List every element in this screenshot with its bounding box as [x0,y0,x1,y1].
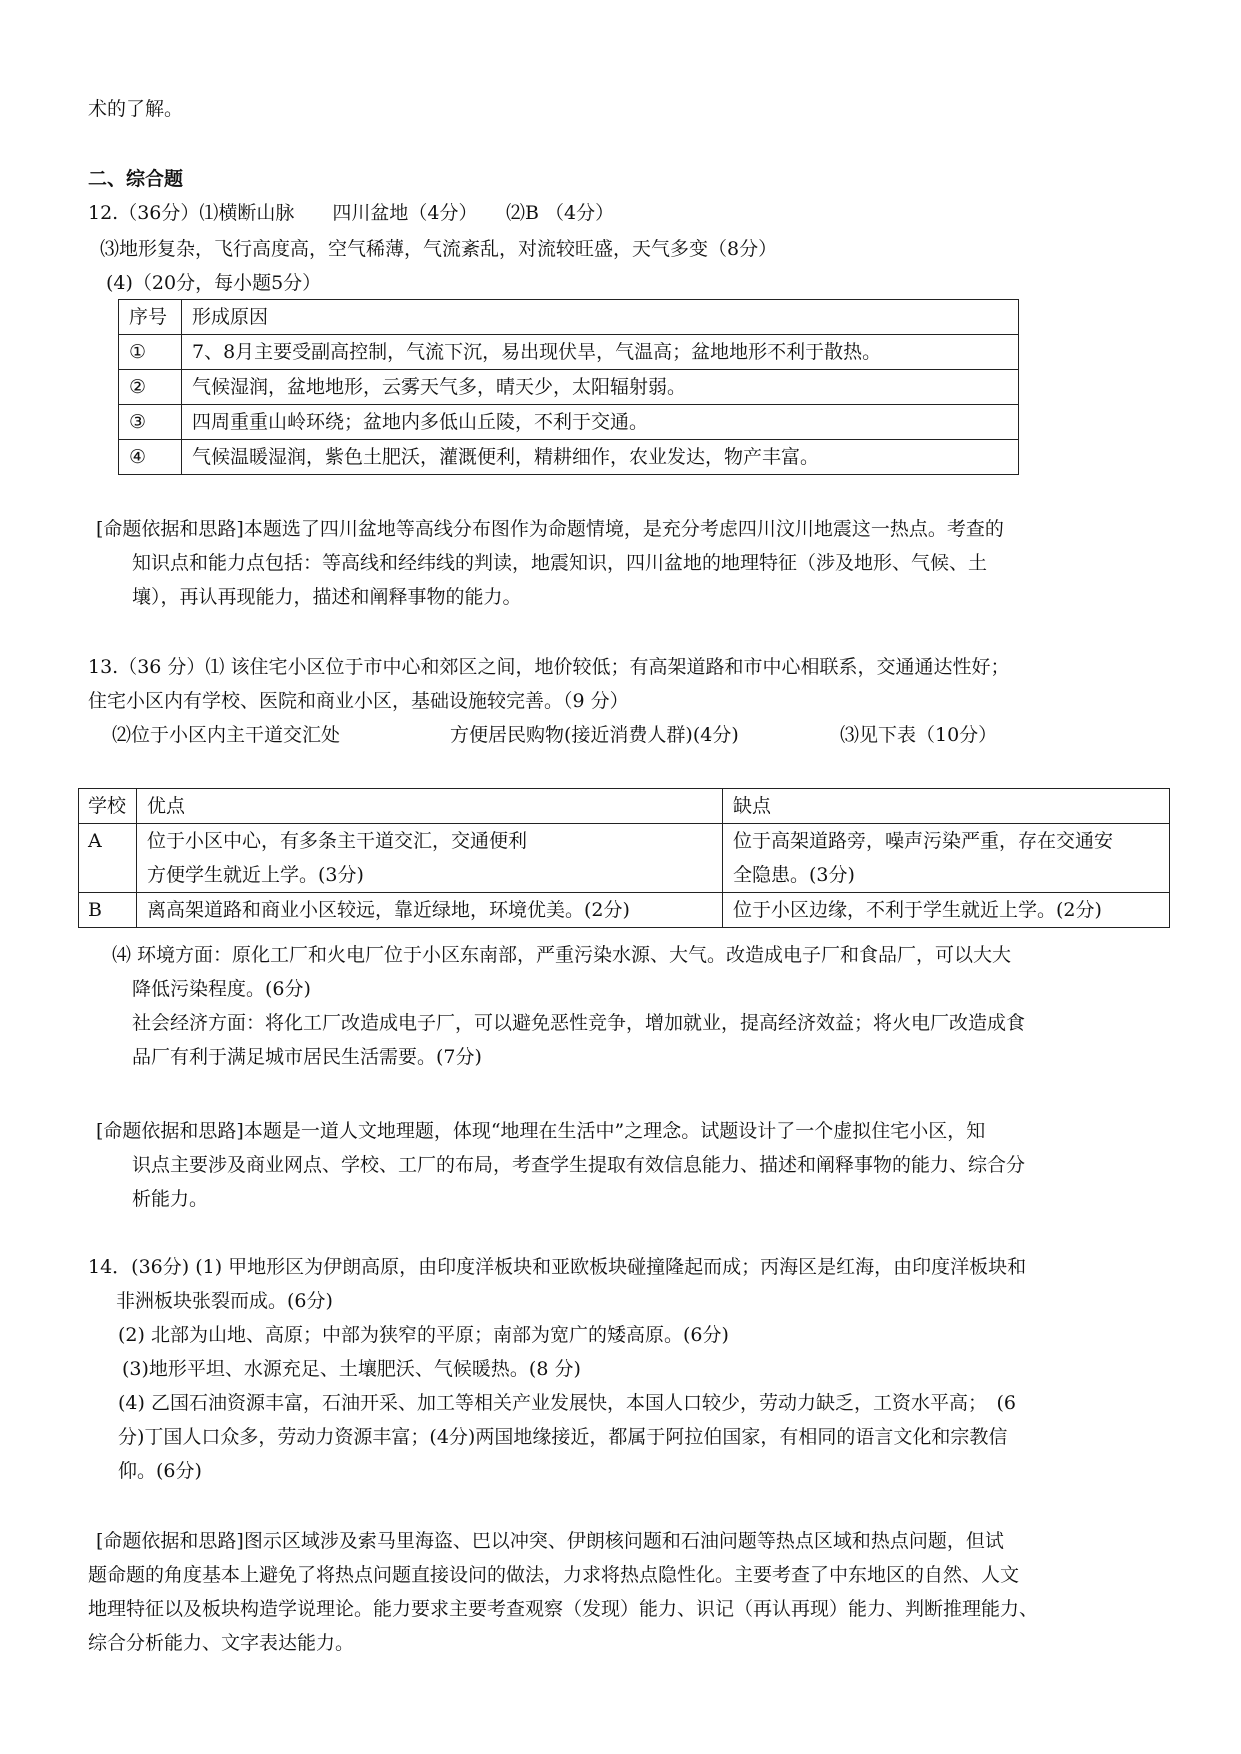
q12-line3: (4)（20分，每小题5分） [106,272,322,294]
q14-line5: (4) 乙国石油资源丰富，石油开采、加工等相关产业发展快，本国人口较少，劳动力缺乏，工资水平高； (6 [118,1392,1016,1414]
table-cell: ② [119,370,182,405]
q13-p4-line3: 社会经济方面：将化工厂改造成电子厂，可以避免恶性竞争，增加就业，提高经济效益；将火电厂改造成食 [132,1012,1026,1034]
cell-line: 方便学生就近上学。(3分) [147,864,364,886]
table-cell: B [79,893,137,928]
q14-note-line1: [命题依据和思路]图示区域涉及索马里海盗、巴以冲突、伊朗核问题和石油问题等热点区域和热点问题，但试 [96,1530,1004,1552]
q12-table [118,299,1019,475]
table-cell: 位于小区边缘，不利于学生就近上学。(2分) [723,893,1170,928]
q14-line4: (3)地形平坦、水源充足、土壤肥沃、气候暖热。(8 分) [122,1358,581,1380]
table-cell: 7、8月主要受副高控制，气流下沉，易出现伏旱，气温高；盆地地形不利于散热。 [182,335,1019,370]
q14-line7: 仰。(6分) [118,1460,202,1482]
q14-line3: (2) 北部为山地、高原；中部为狭窄的平原；南部为宽广的矮高原。(6分) [118,1324,729,1346]
table-cell: 离高架道路和商业小区较远，靠近绿地，环境优美。(2分) [137,893,723,928]
table-row [119,300,1019,335]
intro-tail: 术的了解。 [88,98,184,120]
table-row [119,370,1019,405]
q12-line1: 12.（36分）⑴横断山脉 四川盆地（4分） ⑵B （4分） [88,202,615,224]
table-cell: ④ [119,440,182,475]
q14-note-line4: 综合分析能力、文字表达能力。 [88,1632,355,1654]
section-title: 二、综合题 [88,168,184,190]
q13-line3b: 方便居民购物(接近消费人群)(4分) [450,724,739,746]
table-row [79,893,1170,928]
table-row [119,440,1019,475]
q13-line2: 住宅小区内有学校、医院和商业小区，基础设施较完善。（9 分） [88,690,629,712]
q13-note-line3: 析能力。 [132,1188,209,1210]
table-row [79,824,1170,893]
table-cell: ③ [119,405,182,440]
q13-table [78,788,1170,928]
q13-line1: 13.（36 分）⑴ 该住宅小区位于市中心和郊区之间，地价较低；有高架道路和市中心相联系，交通通达性好； [88,656,1010,678]
q13-p4-line2: 降低污染程度。(6分) [132,978,311,1000]
q14-note-line2: 题命题的角度基本上避免了将热点问题直接设问的做法，力求将热点隐性化。主要考查了中东地区的自然、人文 [88,1564,1020,1586]
q13-p4-line4: 品厂有利于满足城市居民生活需要。(7分) [132,1046,482,1068]
q12-note-line3: 壤），再认再现能力，描述和阐释事物的能力。 [132,586,522,608]
table-header: 缺点 [723,789,1170,824]
cell-line: 位于高架道路旁，噪声污染严重，存在交通安 [733,830,1114,852]
table-cell: 气候温暖湿润，紫色土肥沃，灌溉便利，精耕细作，农业发达，物产丰富。 [182,440,1019,475]
table-header: 序号 [119,300,182,335]
table-cell: 气候湿润，盆地地形，云雾天气多，晴天少，太阳辐射弱。 [182,370,1019,405]
table-header: 形成原因 [182,300,1019,335]
table-row [119,405,1019,440]
q12-note-line2: 知识点和能力点包括：等高线和经纬线的判读，地震知识，四川盆地的地理特征（涉及地形、气候、土 [132,552,988,574]
table-cell: 四周重重山岭环绕；盆地内多低山丘陵，不利于交通。 [182,405,1019,440]
q14-line1: 14．(36分) (1) 甲地形区为伊朗高原，由印度洋板块和亚欧板块碰撞隆起而成；丙海区是红海，由印度洋板块和 [88,1256,1027,1278]
q12-note-line1: [命题依据和思路]本题选了四川盆地等高线分布图作为命题情境，是充分考虑四川汶川地震这一热点。考查的 [96,518,1004,540]
cell-line: 位于小区中心，有多条主干道交汇，交通便利 [147,830,528,852]
q13-p4-line1: ⑷ 环境方面：原化工厂和火电厂位于小区东南部，严重污染水源、大气。改造成电子厂和食品厂，可以大大 [112,944,1012,966]
q13-line3a: ⑵位于小区内主干道交汇处 [112,724,341,746]
q13-note-line1: [命题依据和思路]本题是一道人文地理题，体现“地理在生活中”之理念。试题设计了一个虚拟住宅小区，知 [96,1120,986,1142]
q14-note-line3: 地理特征以及板块构造学说理论。能力要求主要考查观察（发现）能力、识记（再认再现）能力、判断推理能力、 [88,1598,1039,1620]
table-header: 优点 [137,789,723,824]
table-cell: A [79,824,137,893]
table-row [79,789,1170,824]
table-row [119,335,1019,370]
q14-line2: 非洲板块张裂而成。(6分) [116,1290,333,1312]
cell-line: 全隐患。(3分) [733,864,855,886]
table-cell: ① [119,335,182,370]
q12-line2: ⑶地形复杂，飞行高度高，空气稀薄，气流紊乱，对流较旺盛，天气多变（8分） [100,238,778,260]
table-header: 学校 [79,789,137,824]
table-cell [723,824,1170,893]
table-cell [137,824,723,893]
q14-line6: 分)丁国人口众多，劳动力资源丰富；(4分)两国地缘接近，都属于阿拉伯国家，有相同的语言文化和宗教信 [118,1426,1008,1448]
q13-line3c: ⑶见下表（10分） [840,724,998,746]
q13-note-line2: 识点主要涉及商业网点、学校、工厂的布局，考查学生提取有效信息能力、描述和阐释事物的能力、综合分 [132,1154,1026,1176]
